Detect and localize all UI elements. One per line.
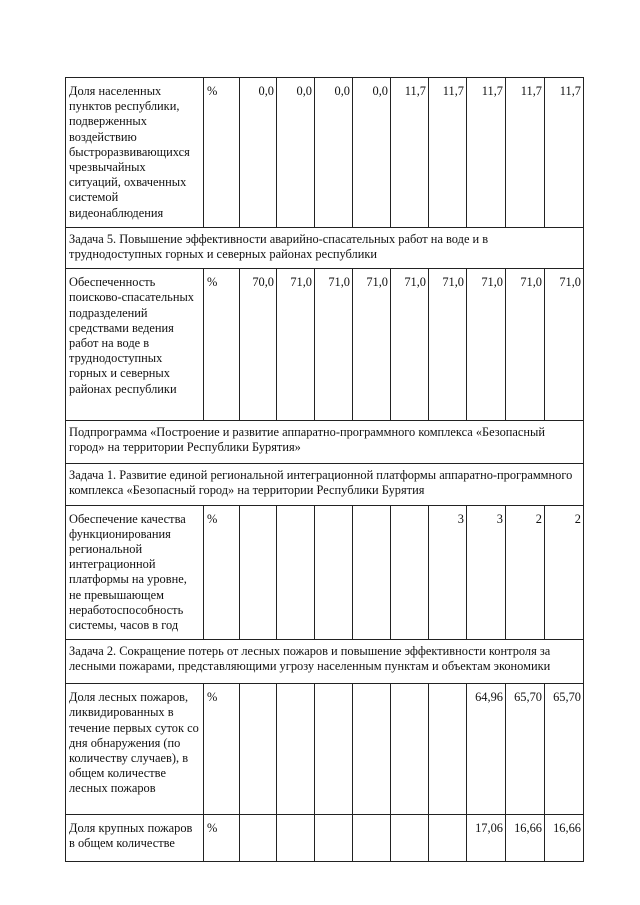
value-cell	[391, 815, 429, 862]
table-body	[66, 78, 584, 862]
indicator-row	[66, 684, 584, 815]
value-cell: 71,0	[506, 269, 545, 421]
value-cell: 3	[467, 505, 506, 640]
unit-cell: %	[204, 78, 240, 228]
value-cell	[353, 505, 391, 640]
value-cell: 65,70	[506, 684, 545, 815]
value-cell: 65,70	[545, 684, 584, 815]
value-cell	[391, 505, 429, 640]
value-cell: 71,0	[277, 269, 315, 421]
value-cell: 17,06	[467, 815, 506, 862]
value-cell	[240, 505, 277, 640]
value-cell: 11,7	[467, 78, 506, 228]
value-cell	[277, 505, 315, 640]
value-cell: 11,7	[391, 78, 429, 228]
indicator-name-cell	[66, 505, 204, 640]
value-cell	[240, 815, 277, 862]
unit-cell: %	[204, 684, 240, 815]
unit-cell: %	[204, 505, 240, 640]
value-cell: 71,0	[391, 269, 429, 421]
value-cell	[315, 684, 353, 815]
value-cell	[315, 815, 353, 862]
value-cell	[429, 815, 467, 862]
indicator-name: Доля лесных пожаров, ликвидированных в течение первых суток со дня обнаружения (по количеству случаев), в общем количестве лесных пожаров	[69, 690, 199, 796]
value-cell: 0,0	[315, 78, 353, 228]
value-cell: 11,7	[506, 78, 545, 228]
value-cell: 64,96	[467, 684, 506, 815]
indicator-name: Доля населенных пунктов республики, подверженных воздействию быстроразвивающихся чрезвычайных ситуаций, охваченных системой видеонаблюдения	[69, 84, 190, 220]
value-cell	[429, 684, 467, 815]
section-heading: Задача 1. Развитие единой региональной интеграционной платформы аппаратно-программного комплекса «Безопасный город» на территории Республики Бурятия	[66, 464, 584, 505]
value-cell: 71,0	[315, 269, 353, 421]
indicator-row	[66, 78, 584, 228]
indicator-name: Обеспечение качества функционирования региональной интеграционной платформы на уровне, не превышающем неработоспособность системы, часов в год	[69, 511, 187, 633]
unit-cell: %	[204, 269, 240, 421]
value-cell: 71,0	[545, 269, 584, 421]
value-cell: 71,0	[353, 269, 391, 421]
section-row	[66, 421, 584, 464]
value-cell: 0,0	[277, 78, 315, 228]
value-cell	[391, 684, 429, 815]
section-row	[66, 640, 584, 684]
unit-cell: %	[204, 815, 240, 862]
value-cell: 11,7	[429, 78, 467, 228]
value-cell	[353, 815, 391, 862]
value-cell: 71,0	[467, 269, 506, 421]
section-row	[66, 227, 584, 268]
value-cell	[240, 684, 277, 815]
value-cell: 70,0	[240, 269, 277, 421]
value-cell: 0,0	[240, 78, 277, 228]
value-cell: 16,66	[506, 815, 545, 862]
section-row	[66, 464, 584, 505]
indicator-name-cell	[66, 815, 204, 862]
indicator-row	[66, 269, 584, 421]
section-heading: Задача 2. Сокращение потерь от лесных пожаров и повышение эффективности контроля за лесными пожарами, представляющими угрозу населенным пунктам и объектам экономики	[66, 640, 584, 684]
value-cell: 3	[429, 505, 467, 640]
value-cell: 16,66	[545, 815, 584, 862]
indicator-name-cell	[66, 269, 204, 421]
section-heading: Задача 5. Повышение эффективности аварийно-спасательных работ на воде и в труднодоступных горных и северных районах республики	[66, 227, 584, 268]
value-cell: 2	[506, 505, 545, 640]
value-cell	[277, 815, 315, 862]
value-cell	[277, 684, 315, 815]
indicator-name-cell	[66, 684, 204, 815]
indicator-row	[66, 505, 584, 640]
indicator-name-cell	[66, 78, 204, 228]
value-cell: 2	[545, 505, 584, 640]
indicator-name: Обеспеченность поисково-спасательных подразделений средствами ведения работ на воде в труднодоступных горных и северных районах республики	[69, 275, 194, 396]
indicator-name: Доля крупных пожаров в общем количестве	[69, 821, 193, 851]
indicator-row	[66, 815, 584, 862]
value-cell	[315, 505, 353, 640]
section-heading: Подпрограмма «Построение и развитие аппаратно-программного комплекса «Безопасный город» на территории Республики Бурятия»	[66, 421, 584, 464]
value-cell	[353, 684, 391, 815]
value-cell: 0,0	[353, 78, 391, 228]
value-cell: 71,0	[429, 269, 467, 421]
indicators-table	[65, 77, 584, 862]
value-cell: 11,7	[545, 78, 584, 228]
